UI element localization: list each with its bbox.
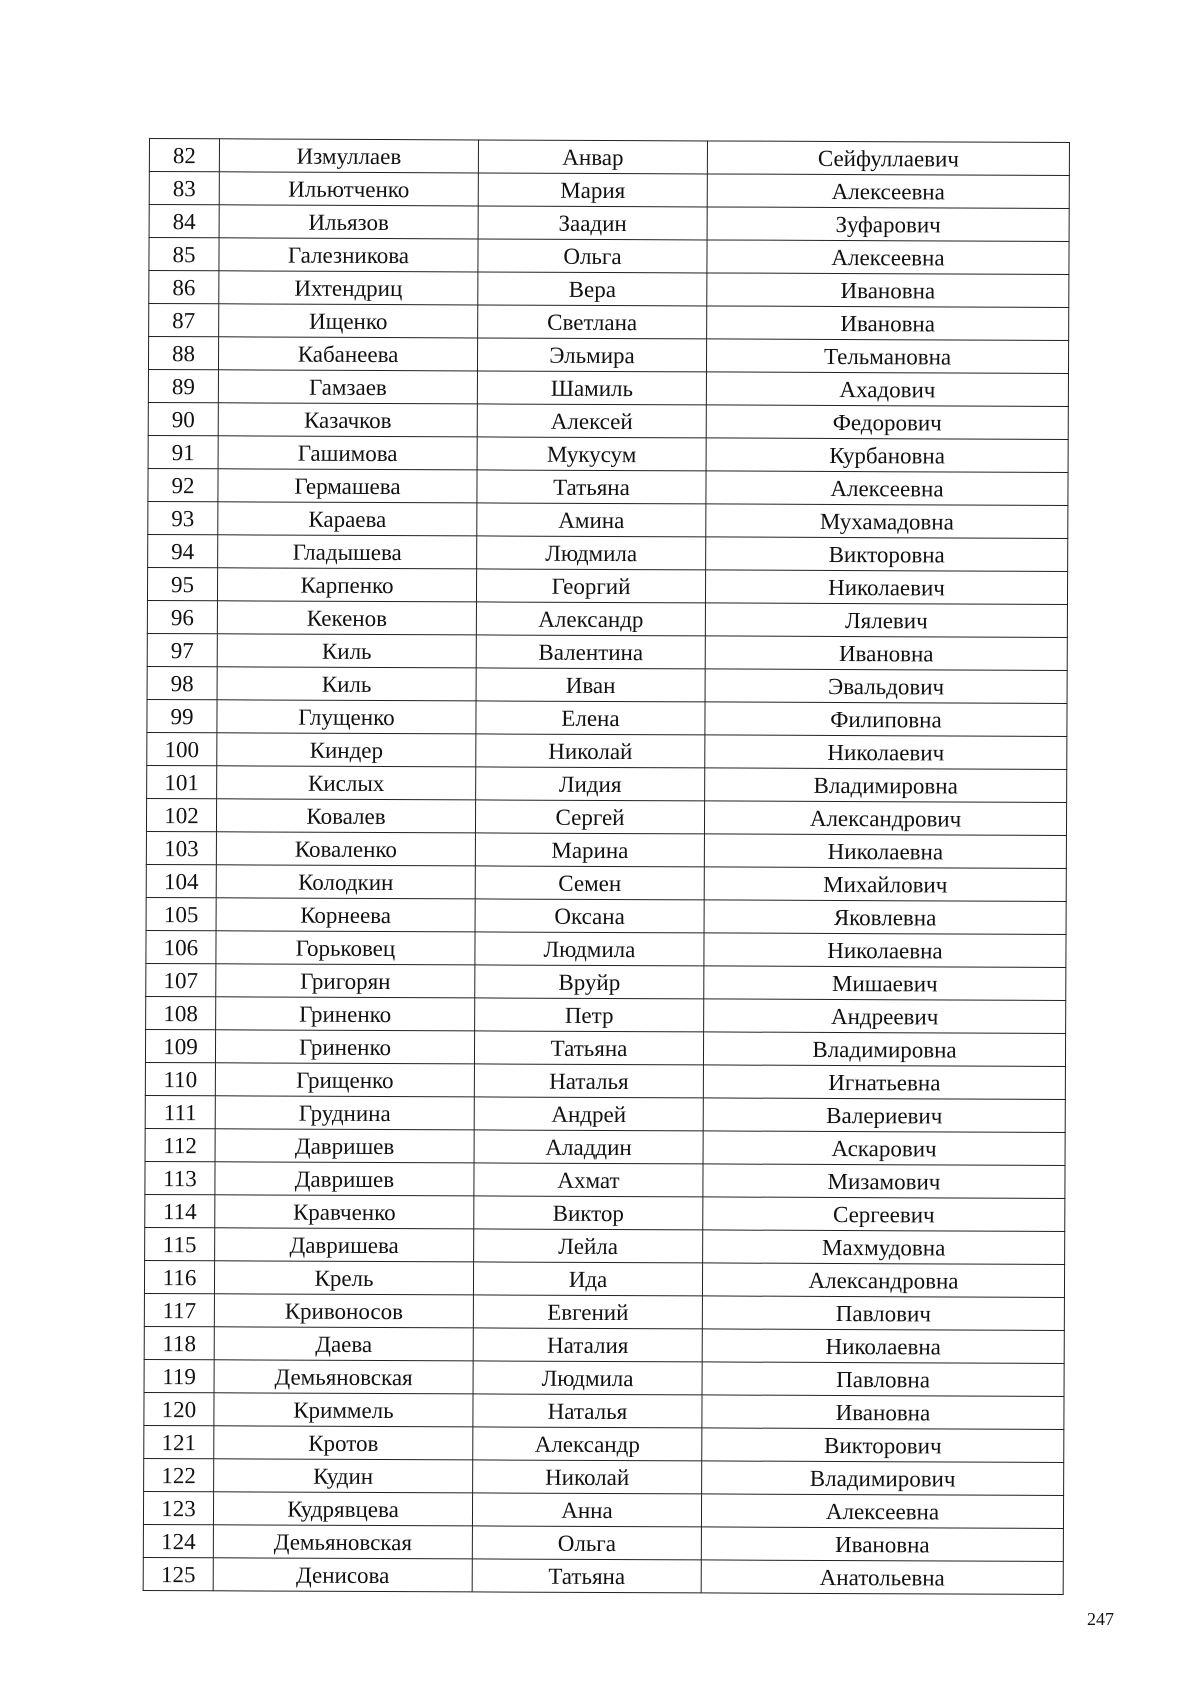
row-number-cell: 120 (144, 1392, 214, 1425)
table-row (146, 963, 1066, 1000)
last-name-cell: Демьяновская (214, 1360, 473, 1394)
last-name-cell: Давришев (215, 1129, 474, 1163)
table-row (145, 1194, 1065, 1231)
patronymic-cell: Игнатьевна (703, 1065, 1065, 1100)
table-row (146, 897, 1066, 934)
patronymic-cell: Яковлевна (704, 900, 1066, 935)
row-number-cell: 89 (148, 369, 218, 402)
first-name-cell: Евгений (473, 1295, 702, 1329)
patronymic-cell: Ивановна (702, 1395, 1064, 1430)
row-number-cell: 93 (148, 501, 218, 534)
first-name-cell: Петр (475, 998, 704, 1032)
row-number-cell: 112 (145, 1128, 215, 1161)
table-row (145, 1227, 1065, 1264)
last-name-cell: Гладышева (218, 535, 477, 569)
last-name-cell: Ищенко (219, 304, 478, 338)
first-name-cell: Шамиль (477, 371, 706, 405)
table-row (148, 534, 1068, 571)
table-row (146, 930, 1066, 967)
table-row (147, 765, 1067, 802)
first-name-cell: Валентина (476, 635, 705, 669)
last-name-cell: Галезникова (219, 238, 478, 272)
patronymic-cell: Ивановна (705, 636, 1067, 671)
table-row (146, 831, 1066, 868)
last-name-cell: Кротов (214, 1426, 473, 1460)
last-name-cell: Груднина (215, 1096, 474, 1130)
row-number-cell: 115 (145, 1227, 215, 1260)
row-number-cell: 90 (148, 402, 218, 435)
patronymic-cell: Мизамович (703, 1164, 1065, 1199)
table-row (149, 139, 1069, 176)
patronymic-cell: Сергеевич (703, 1197, 1065, 1232)
patronymic-cell: Ивановна (707, 306, 1069, 341)
patronymic-cell: Николаевич (705, 570, 1067, 605)
last-name-cell: Грищенко (215, 1063, 474, 1097)
patronymic-cell: Викторович (702, 1428, 1064, 1463)
last-name-cell: Кудин (214, 1459, 473, 1493)
first-name-cell: Оксана (475, 899, 704, 933)
first-name-cell: Людмила (473, 1361, 702, 1395)
last-name-cell: Караева (218, 502, 477, 536)
row-number-cell: 84 (149, 205, 219, 238)
table-row (148, 501, 1068, 538)
first-name-cell: Анна (472, 1493, 701, 1527)
last-name-cell: Карпенко (217, 568, 476, 602)
row-number-cell: 110 (145, 1062, 215, 1095)
last-name-cell: Казачков (218, 403, 477, 437)
row-number-cell: 100 (147, 732, 217, 765)
last-name-cell: Ковалев (216, 799, 475, 833)
first-name-cell: Елена (476, 701, 705, 735)
table-row (145, 1029, 1065, 1066)
table-row (144, 1326, 1064, 1363)
row-number-cell: 92 (148, 468, 218, 501)
first-name-cell: Марина (475, 833, 704, 867)
last-name-cell: Денисова (213, 1558, 472, 1592)
last-name-cell: Кислых (217, 766, 476, 800)
first-name-cell: Людмила (477, 536, 706, 570)
row-number-cell: 87 (149, 304, 219, 337)
row-number-cell: 86 (149, 271, 219, 304)
row-number-cell: 109 (145, 1029, 215, 1062)
patronymic-cell: Павловна (702, 1362, 1064, 1397)
first-name-cell: Людмила (475, 932, 704, 966)
last-name-cell: Колодкин (216, 865, 475, 899)
table-row (145, 1128, 1065, 1165)
patronymic-cell: Курбановна (706, 438, 1068, 473)
patronymic-cell: Алексеевна (707, 174, 1069, 209)
first-name-cell: Эльмира (477, 338, 706, 372)
table-row (149, 205, 1069, 242)
first-name-cell: Сергей (475, 800, 704, 834)
last-name-cell: Киль (217, 667, 476, 701)
table-row (143, 1491, 1063, 1528)
last-name-cell: Гриненко (215, 1030, 474, 1064)
table-row (147, 699, 1067, 736)
last-name-cell: Киль (217, 634, 476, 668)
patronymic-cell: Владимировна (703, 1032, 1065, 1067)
table-row (143, 1557, 1063, 1594)
table-row (148, 468, 1068, 505)
last-name-cell: Гашимова (218, 436, 477, 470)
row-number-cell: 106 (146, 930, 216, 963)
first-name-cell: Татьяна (477, 470, 706, 504)
patronymic-cell: Павлович (702, 1296, 1064, 1331)
patronymic-cell: Валериевич (703, 1098, 1065, 1133)
row-number-cell: 114 (145, 1194, 215, 1227)
patronymic-cell: Аскарович (703, 1131, 1065, 1166)
row-number-cell: 96 (147, 600, 217, 633)
row-number-cell: 104 (146, 864, 216, 897)
roster-table-body (143, 139, 1069, 1595)
table-row (144, 1260, 1064, 1297)
patronymic-cell: Эвальдович (705, 669, 1067, 704)
row-number-cell: 125 (143, 1557, 213, 1590)
patronymic-cell: Алексеевна (706, 471, 1068, 506)
first-name-cell: Виктор (474, 1196, 703, 1230)
row-number-cell: 113 (145, 1161, 215, 1194)
last-name-cell: Григорян (216, 964, 475, 998)
last-name-cell: Измуллаев (219, 139, 478, 173)
table-row (145, 1095, 1065, 1132)
page-number: 247 (1087, 1609, 1114, 1629)
table-row (149, 271, 1069, 308)
table-row (146, 996, 1066, 1033)
first-name-cell: Алексей (477, 404, 706, 438)
table-row (149, 304, 1069, 341)
row-number-cell: 94 (148, 534, 218, 567)
table-row (147, 567, 1067, 604)
patronymic-cell: Викторовна (706, 537, 1068, 572)
patronymic-cell: Тельмановна (706, 339, 1068, 374)
first-name-cell: Николай (473, 1460, 702, 1494)
table-row (146, 798, 1066, 835)
first-name-cell: Александр (476, 602, 705, 636)
patronymic-cell: Филиповна (705, 702, 1067, 737)
table-row (146, 864, 1066, 901)
patronymic-cell: Михайлович (704, 867, 1066, 902)
last-name-cell: Криммель (214, 1393, 473, 1427)
first-name-cell: Андрей (474, 1097, 703, 1131)
first-name-cell: Ольга (472, 1526, 701, 1560)
row-number-cell: 121 (144, 1425, 214, 1458)
patronymic-cell: Мишаевич (704, 966, 1066, 1001)
row-number-cell: 117 (144, 1293, 214, 1326)
first-name-cell: Наталия (473, 1328, 702, 1362)
first-name-cell: Георгий (476, 569, 705, 603)
patronymic-cell: Ивановна (707, 273, 1069, 308)
table-row (144, 1425, 1064, 1462)
first-name-cell: Ольга (478, 239, 707, 273)
first-name-cell: Иван (476, 668, 705, 702)
table-row (148, 337, 1068, 374)
first-name-cell: Анвар (478, 140, 707, 174)
last-name-cell: Глущенко (217, 700, 476, 734)
last-name-cell: Киндер (217, 733, 476, 767)
row-number-cell: 118 (144, 1326, 214, 1359)
row-number-cell: 101 (147, 765, 217, 798)
row-number-cell: 85 (149, 238, 219, 271)
first-name-cell: Семен (475, 866, 704, 900)
last-name-cell: Корнеева (216, 898, 475, 932)
first-name-cell: Аладдин (474, 1130, 703, 1164)
last-name-cell: Демьяновская (213, 1525, 472, 1559)
row-number-cell: 111 (145, 1095, 215, 1128)
row-number-cell: 103 (146, 831, 216, 864)
first-name-cell: Вруйр (475, 965, 704, 999)
table-row (148, 402, 1068, 439)
row-number-cell: 91 (148, 435, 218, 468)
last-name-cell: Даева (214, 1327, 473, 1361)
last-name-cell: Горьковец (216, 931, 475, 965)
first-name-cell: Амина (477, 503, 706, 537)
row-number-cell: 88 (148, 337, 218, 370)
table-row (144, 1392, 1064, 1429)
table-row (147, 633, 1067, 670)
last-name-cell: Кекенов (217, 601, 476, 635)
last-name-cell: Гермашева (218, 469, 477, 503)
first-name-cell: Вера (478, 272, 707, 306)
first-name-cell: Заадин (478, 206, 707, 240)
first-name-cell: Николай (476, 734, 705, 768)
row-number-cell: 124 (143, 1524, 213, 1557)
table-row (148, 435, 1068, 472)
last-name-cell: Коваленко (216, 832, 475, 866)
table-row (147, 666, 1067, 703)
row-number-cell: 123 (143, 1491, 213, 1524)
table-row (147, 600, 1067, 637)
table-row (144, 1458, 1064, 1495)
patronymic-cell: Николаевна (702, 1329, 1064, 1364)
first-name-cell: Ахмат (474, 1163, 703, 1197)
patronymic-cell: Зуфарович (707, 207, 1069, 242)
roster-table (143, 138, 1070, 1595)
row-number-cell: 99 (147, 699, 217, 732)
row-number-cell: 122 (144, 1458, 214, 1491)
row-number-cell: 98 (147, 666, 217, 699)
table-row (149, 172, 1069, 209)
last-name-cell: Кудрявцева (213, 1492, 472, 1526)
patronymic-cell: Мухамадовна (706, 504, 1068, 539)
table-row (145, 1161, 1065, 1198)
patronymic-cell: Федорович (706, 405, 1068, 440)
first-name-cell: Татьяна (474, 1031, 703, 1065)
last-name-cell: Кабанеева (218, 337, 477, 371)
patronymic-cell: Махмудовна (703, 1230, 1065, 1265)
row-number-cell: 105 (146, 897, 216, 930)
first-name-cell: Мария (478, 173, 707, 207)
first-name-cell: Александр (473, 1427, 702, 1461)
patronymic-cell: Андреевич (704, 999, 1066, 1034)
row-number-cell: 83 (149, 172, 219, 205)
patronymic-cell: Александрович (704, 801, 1066, 836)
patronymic-cell: Ивановна (701, 1527, 1063, 1562)
patronymic-cell: Николаевна (704, 834, 1066, 869)
last-name-cell: Гриненко (216, 997, 475, 1031)
table-row (144, 1293, 1064, 1330)
patronymic-cell: Владимировна (705, 768, 1067, 803)
table-row (143, 1524, 1063, 1561)
patronymic-cell: Александровна (702, 1263, 1064, 1298)
table-row (148, 369, 1068, 406)
row-number-cell: 95 (147, 567, 217, 600)
patronymic-cell: Лялевич (705, 603, 1067, 638)
first-name-cell: Татьяна (472, 1559, 701, 1593)
last-name-cell: Давришев (215, 1162, 474, 1196)
patronymic-cell: Владимирович (702, 1461, 1064, 1496)
patronymic-cell: Анатольевна (701, 1560, 1063, 1595)
row-number-cell: 108 (146, 996, 216, 1029)
row-number-cell: 82 (149, 139, 219, 172)
first-name-cell: Мукусум (477, 437, 706, 471)
last-name-cell: Крель (214, 1261, 473, 1295)
row-number-cell: 97 (147, 633, 217, 666)
patronymic-cell: Николаевич (705, 735, 1067, 770)
last-name-cell: Кравченко (215, 1195, 474, 1229)
patronymic-cell: Ахадович (706, 372, 1068, 407)
last-name-cell: Кривоносов (214, 1294, 473, 1328)
table-row (145, 1062, 1065, 1099)
row-number-cell: 119 (144, 1359, 214, 1392)
first-name-cell: Лидия (476, 767, 705, 801)
first-name-cell: Наталья (473, 1394, 702, 1428)
last-name-cell: Давришева (215, 1228, 474, 1262)
patronymic-cell: Алексеевна (701, 1494, 1063, 1529)
last-name-cell: Ильютченко (219, 172, 478, 206)
last-name-cell: Ихтендриц (219, 271, 478, 305)
table-row (147, 732, 1067, 769)
first-name-cell: Светлана (478, 305, 707, 339)
patronymic-cell: Сейфуллаевич (707, 141, 1069, 176)
table-row (144, 1359, 1064, 1396)
row-number-cell: 102 (146, 798, 216, 831)
first-name-cell: Ида (473, 1262, 702, 1296)
row-number-cell: 116 (144, 1260, 214, 1293)
first-name-cell: Лейла (474, 1229, 703, 1263)
patronymic-cell: Николаевна (704, 933, 1066, 968)
last-name-cell: Гамзаев (218, 370, 477, 404)
row-number-cell: 107 (146, 963, 216, 996)
patronymic-cell: Алексеевна (707, 240, 1069, 275)
table-row (149, 238, 1069, 275)
last-name-cell: Ильязов (219, 205, 478, 239)
first-name-cell: Наталья (474, 1064, 703, 1098)
